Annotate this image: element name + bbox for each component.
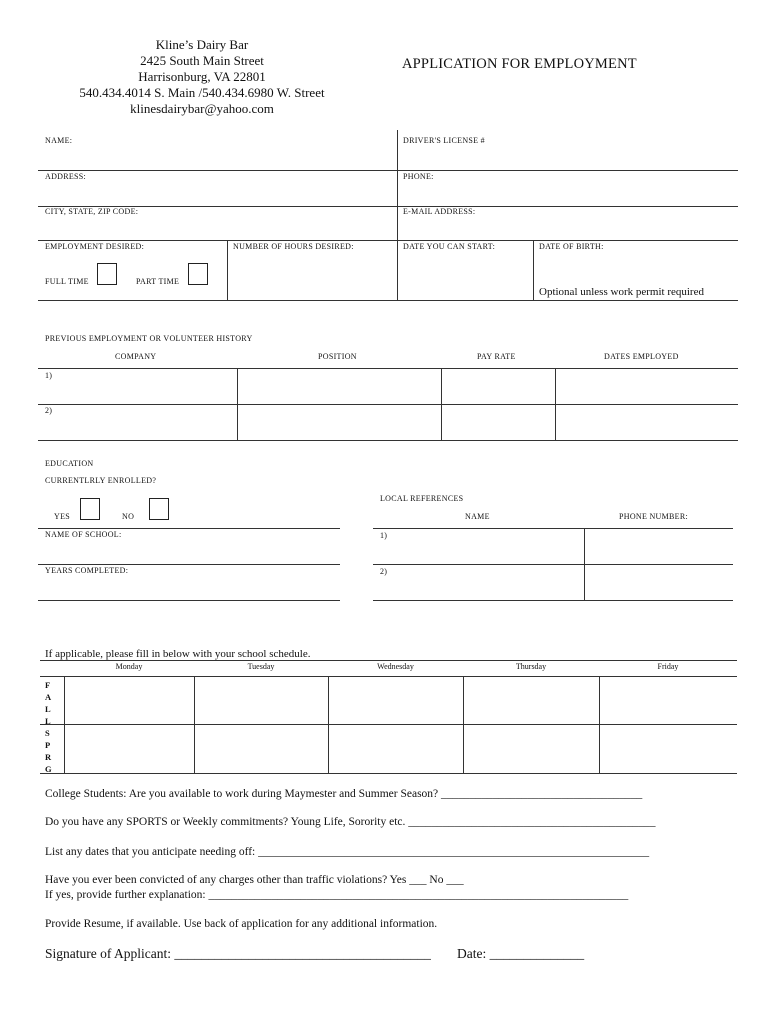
ref-row-2-label: 2) xyxy=(380,567,388,576)
col-position: POSITION xyxy=(318,352,357,361)
full-time-label: FULL TIME xyxy=(45,277,89,286)
city-label: CITY, STATE, ZIP CODE: xyxy=(45,207,139,216)
business-email: klinesdairybar@yahoo.com xyxy=(130,101,274,116)
no-checkbox[interactable] xyxy=(149,498,169,520)
years-label: YEARS COMPLETED: xyxy=(45,566,129,575)
history-row-1-label: 1) xyxy=(45,371,53,380)
business-address: 2425 South Main Street xyxy=(140,53,264,68)
ref-row-2-phone[interactable] xyxy=(585,565,733,599)
history-bottom-line xyxy=(38,440,738,441)
dob-note: Optional unless work permit required xyxy=(539,286,704,298)
history-row-1-company[interactable] xyxy=(38,368,237,404)
employment-history-heading: PREVIOUS EMPLOYMENT OR VOLUNTEER HISTORY xyxy=(45,334,253,343)
education-heading: EDUCATION xyxy=(45,459,94,468)
hours-divider xyxy=(227,240,228,300)
education-top-line xyxy=(38,528,340,529)
schedule-intro: If applicable, please fill in below with your school schedule. xyxy=(45,648,311,660)
ref-row-1-phone[interactable] xyxy=(585,529,733,563)
fall-letter-4: L xyxy=(45,716,51,726)
history-row-2-position[interactable] xyxy=(238,404,441,440)
business-phones: 540.434.4014 S. Main /540.434.6980 W. Street xyxy=(79,85,325,100)
ref-row-1-label: 1) xyxy=(380,531,388,540)
start-date-label: DATE YOU CAN START: xyxy=(403,242,496,251)
form-title: APPLICATION FOR EMPLOYMENT xyxy=(402,56,637,72)
schedule-bottom-line xyxy=(40,773,737,774)
dob-divider xyxy=(533,240,534,300)
day-thursday: Thursday xyxy=(515,662,547,671)
employment-desired-label: EMPLOYMENT DESIRED: xyxy=(45,242,145,251)
fall-wednesday-cell[interactable] xyxy=(329,677,463,724)
dob-label: DATE OF BIRTH: xyxy=(539,242,604,251)
ref-row-1-name[interactable] xyxy=(390,529,583,563)
school-line[interactable] xyxy=(38,564,340,565)
fall-letter-3: L xyxy=(45,704,51,714)
license-label: DRIVER'S LICENSE # xyxy=(403,136,485,145)
spring-tuesday-cell[interactable] xyxy=(195,725,328,773)
spring-letter-3: R xyxy=(45,752,52,762)
day-wednesday: Wednesday xyxy=(377,662,414,671)
spring-thursday-cell[interactable] xyxy=(464,725,599,773)
years-line[interactable] xyxy=(38,600,340,601)
question-summer-availability[interactable]: College Students: Are you available to work during Maymester and Summer Season? ___________________________________ xyxy=(45,788,643,800)
col-dates-employed: DATES EMPLOYED xyxy=(604,352,679,361)
ref-row-2-name[interactable] xyxy=(390,565,583,599)
name-label: NAME: xyxy=(45,136,73,145)
business-city: Harrisonburg, VA 22801 xyxy=(138,69,266,84)
fall-monday-cell[interactable] xyxy=(65,677,194,724)
history-row-2-dates[interactable] xyxy=(556,404,738,440)
references-bottom-line xyxy=(373,600,733,601)
spring-friday-cell[interactable] xyxy=(600,725,737,773)
email-label: E-MAIL ADDRESS: xyxy=(403,207,476,216)
history-row-2-company[interactable] xyxy=(38,404,237,440)
history-row-1-pay-rate[interactable] xyxy=(442,368,555,404)
fall-letter-2: A xyxy=(45,692,52,702)
col-pay-rate: PAY RATE xyxy=(477,352,516,361)
fall-tuesday-cell[interactable] xyxy=(195,677,328,724)
yes-checkbox[interactable] xyxy=(80,498,100,520)
history-row-2-pay-rate[interactable] xyxy=(442,404,555,440)
day-tuesday: Tuesday xyxy=(247,662,275,671)
spring-monday-cell[interactable] xyxy=(65,725,194,773)
enrolled-label: CURRENTLRLY ENROLLED? xyxy=(45,476,157,485)
spring-wednesday-cell[interactable] xyxy=(329,725,463,773)
fall-thursday-cell[interactable] xyxy=(464,677,599,724)
ref-name-col: NAME xyxy=(465,512,490,521)
references-heading: LOCAL REFERENCES xyxy=(380,494,464,503)
fall-friday-cell[interactable] xyxy=(600,677,737,724)
history-row-2-label: 2) xyxy=(45,406,53,415)
part-time-label: PART TIME xyxy=(136,277,180,286)
schedule-top-line xyxy=(40,660,737,661)
ref-phone-col: PHONE NUMBER: xyxy=(619,512,689,521)
business-name: Kline’s Dairy Bar xyxy=(155,37,249,52)
question-dates-off[interactable]: List any dates that you anticipate needing off: ____________________________________________________________________ xyxy=(45,846,650,858)
yes-label: YES xyxy=(54,512,71,521)
history-row-1-dates[interactable] xyxy=(556,368,738,404)
address-label: ADDRESS: xyxy=(45,172,87,181)
signature-field[interactable]: Signature of Applicant: ______________________________________ xyxy=(45,946,431,961)
resume-note: Provide Resume, if available. Use back of application for any additional information. xyxy=(45,918,438,930)
city-row-line xyxy=(38,240,738,241)
hours-desired-label: NUMBER OF HOURS DESIRED: xyxy=(233,242,354,251)
spring-letter-2: P xyxy=(45,740,51,750)
date-field[interactable]: Date: ______________ xyxy=(457,946,585,961)
personal-divider xyxy=(397,130,398,300)
spring-letter-1: S xyxy=(45,728,50,738)
address-row-line xyxy=(38,206,738,207)
name-row-line xyxy=(38,170,738,171)
col-company: COMPANY xyxy=(115,352,157,361)
full-time-checkbox[interactable] xyxy=(97,263,117,285)
fall-letter-1: F xyxy=(45,680,51,690)
phone-label: PHONE: xyxy=(403,172,434,181)
question-convictions[interactable]: Have you ever been convicted of any charges other than traffic violations? Yes ___ No ___ xyxy=(45,874,464,886)
question-explanation[interactable]: If yes, provide further explanation: _________________________________________________________________________ xyxy=(45,889,629,901)
question-weekly-commitments[interactable]: Do you have any SPORTS or Weekly commitments? Young Life, Sorority etc. ___________________________________________ xyxy=(45,816,656,828)
history-row-1-position[interactable] xyxy=(238,368,441,404)
day-monday: Monday xyxy=(115,662,143,671)
school-label: NAME OF SCHOOL: xyxy=(45,530,122,539)
no-label: NO xyxy=(122,512,135,521)
part-time-checkbox[interactable] xyxy=(188,263,208,285)
day-friday: Friday xyxy=(657,662,679,671)
spring-letter-4: G xyxy=(45,764,52,774)
personal-bottom-line xyxy=(38,300,738,301)
